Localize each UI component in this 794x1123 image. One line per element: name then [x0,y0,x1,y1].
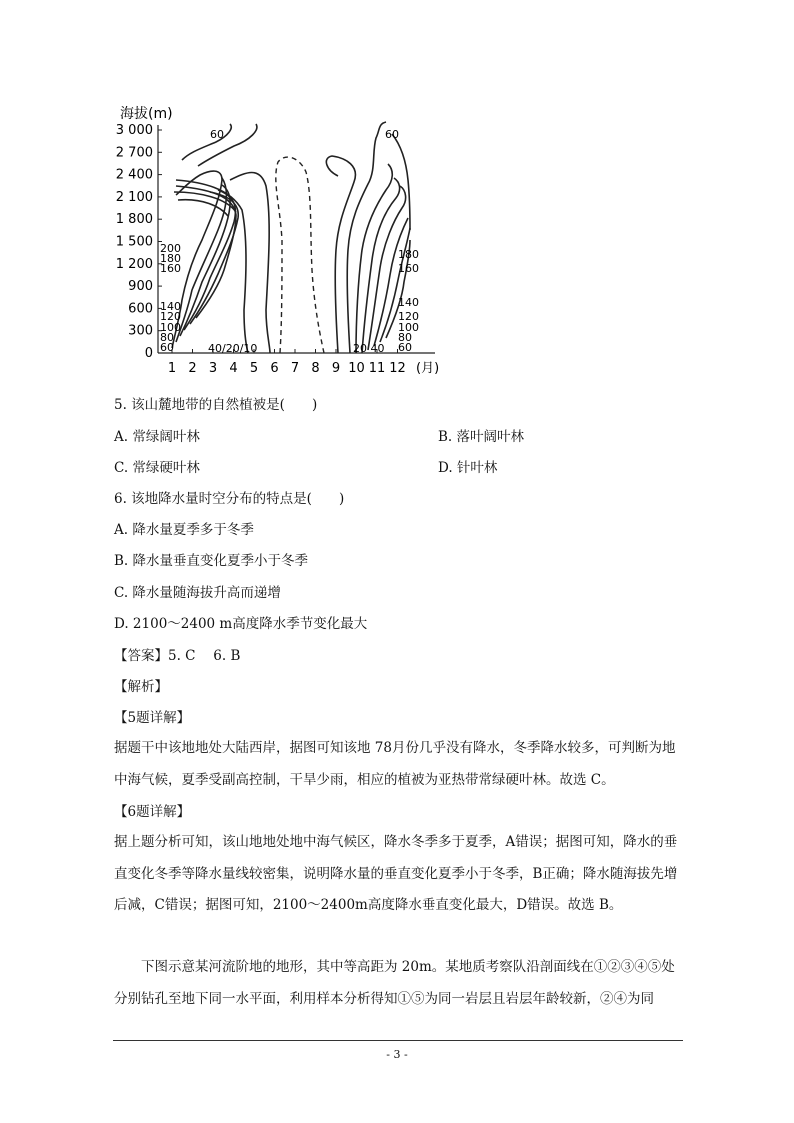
y-tick-label: 1 500 [115,234,153,250]
contour-label: 80 [398,331,412,344]
bottom-labels-left: 40/20/10 [208,342,258,355]
contour-label: 120 [398,310,419,323]
question-6-stem: 6. 该地降水量时空分布的特点是( ) [114,491,345,507]
question-5-option-b: B. 落叶阔叶林 [438,429,525,445]
y-tick-label: 2 700 [115,145,153,161]
contour-label: 180 [160,252,181,265]
question-6-option-b: B. 降水量垂直变化夏季小于冬季 [114,553,309,569]
contour-label: 100 [398,321,419,334]
left-contours [172,124,270,353]
x-tick-label: 10 [348,361,365,376]
y-tick-label: 2 400 [115,167,153,183]
x-tick-label: 5 [249,361,259,376]
contour-label: 160 [398,262,419,275]
detail-6-text: 据上题分析可知，该山地地处地中海气候区，降水冬季多于夏季，A错误；据图可知，降水的垂直变化冬季等降水量线较密集，说明降水量的垂直变化夏季小于冬季，B正确；降水随海拔先增后减，C错误；据图可知，2100～2400m高度降水垂直变化最大，D错误。故选 B。 [114,834,678,913]
contour-label: 140 [398,296,419,309]
question-6-option-c: C. 降水量随海拔升高而递增 [114,585,281,601]
y-tick-label: 2 100 [115,189,153,205]
x-tick-label: 6 [270,361,279,376]
detail-6-heading: 【6题详解】 [114,804,191,820]
question-5-option-c: C. 常绿硬叶林 [114,460,200,476]
x-tick-label: 4 [229,361,238,376]
question-6-option-d: D. 2100～2400 m高度降水季节变化最大 [114,616,368,632]
contour-svg [110,100,440,380]
contour-label: 120 [160,310,181,323]
x-axis-title: (月) [416,361,440,376]
x-tick-label: 11 [368,361,386,376]
footer-rule [113,1040,683,1041]
analysis-heading: 【解析】 [114,679,168,695]
zero-precipitation-dashed [276,157,324,353]
page-number: - 3 - [386,1048,408,1061]
contour-label: 160 [160,262,181,275]
contour-label: 100 [160,321,181,334]
x-tick-label: 3 [208,361,218,376]
x-tick-label: 12 [389,361,406,376]
x-tick-label: 2 [188,361,197,376]
answer-line: 【答案】5. C 6. B [114,648,241,664]
contour-label: 60 [160,341,174,354]
contour-label: 140 [160,300,181,313]
question-5-stem: 5. 该山麓地带的自然植被是( ) [114,397,318,413]
contour-label: 200 [160,242,181,255]
y-tick-label: 300 [128,323,153,339]
y-tick-label: 3 000 [115,123,153,138]
y-tick-label: 600 [128,301,153,317]
x-tick-label: 8 [311,361,320,376]
question-5-option-a: A. 常绿阔叶林 [114,429,200,445]
precipitation-contour-figure [110,100,440,380]
next-question-intro: 下图示意某河流阶地的地形，其中等高距为 20m。某地质考察队沿剖面线在①②③④⑤处分别钻孔至地下同一水平面，利用样本分析得知①⑤为同一岩层且岩层年龄较新，②④为同 [114,959,675,1007]
question-6-option-a: A. 降水量夏季多于冬季 [114,522,254,538]
top-label-left: 60 [210,128,224,141]
x-tick-label: 7 [290,361,300,376]
contour-label: 180 [398,248,419,261]
y-tick-label: 1 200 [115,256,153,272]
y-tick-label: 900 [128,279,153,295]
y-axis-title: 海拔(m) [120,106,173,122]
detail-5-text: 据题干中该地地处大陆西岸，据图可知该地 78月份几乎没有降水，冬季降水较多，可判断为地中海气候，夏季受副高控制，干旱少雨，相应的植被为亚热带常绿硬叶林。故选 C。 [114,740,676,788]
bottom-labels-right: 20 40 [353,342,385,355]
top-label-right: 60 [385,128,399,141]
question-5-option-d: D. 针叶林 [438,460,498,476]
contour-label: 80 [160,331,174,344]
y-tick-label: 0 [144,346,153,361]
y-tick-label: 1 800 [115,212,153,228]
contour-label: 60 [398,341,412,354]
x-tick-label: 9 [331,361,341,376]
x-tick-label: 1 [167,361,177,376]
detail-5-heading: 【5题详解】 [114,710,191,726]
